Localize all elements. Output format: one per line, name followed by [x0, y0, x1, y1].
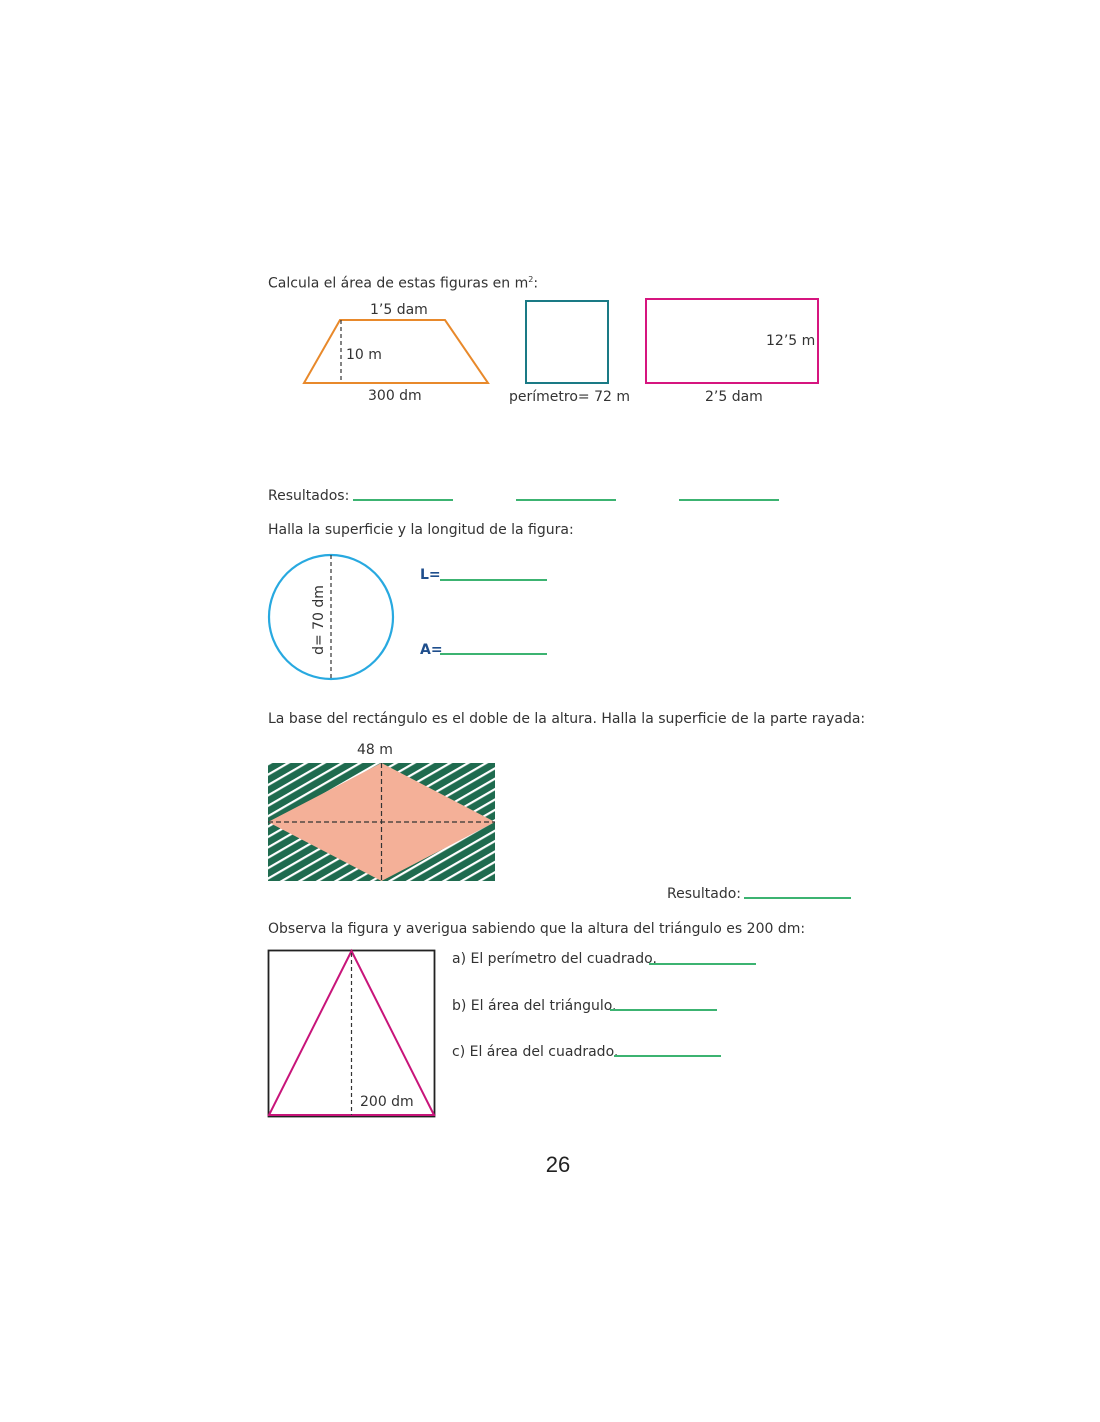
exercise-3-instruction: La base del rectángulo es el doble de la altura. Halla la superficie de la parte rayada:: [268, 711, 866, 727]
circle-figure: [266, 552, 398, 684]
trapezoid-base-label: 300 dm: [368, 388, 422, 404]
exercise-3-result-label: Resultado:: [667, 886, 742, 902]
length-answer-line[interactable]: [440, 579, 547, 581]
square-shape: [526, 301, 608, 383]
answer-line-2[interactable]: [516, 499, 616, 501]
area-answer-line[interactable]: [440, 653, 547, 655]
exercise-4-instruction: Observa la figura y averigua sabiendo que la altura del triángulo es 200 dm:: [268, 921, 806, 937]
trapezoid-top-label: 1’5 dam: [370, 302, 428, 318]
exercise-3-answer-line[interactable]: [744, 897, 851, 899]
squared-superscript: 2: [528, 275, 534, 284]
page-number: 26: [545, 1152, 571, 1177]
rectangle-base-label: 2’5 dam: [705, 389, 763, 405]
exercise-1-instruction-text: Calcula el área de estas figuras en m: [268, 275, 529, 292]
square-figure: [524, 299, 610, 385]
question-a-answer-line[interactable]: [649, 963, 756, 965]
circle-diameter-label: d= 70 dm: [310, 585, 327, 655]
answer-line-1[interactable]: [353, 499, 453, 501]
question-b-answer-line[interactable]: [610, 1009, 717, 1011]
rectangle-height-label: 12’5 m: [766, 333, 816, 349]
trapezoid-shape: [304, 320, 488, 383]
exercise-1-instruction: [268, 271, 538, 293]
hatched-rectangle-figure: [268, 763, 495, 881]
square-triangle-figure: [267, 949, 436, 1118]
answer-line-3[interactable]: [679, 499, 779, 501]
triangle-height-label: 200 dm: [360, 1094, 414, 1110]
hatched-rectangle-top-label: 48 m: [357, 742, 393, 758]
question-c-answer-line[interactable]: [614, 1055, 721, 1057]
question-c: c) El área del cuadrado.: [452, 1044, 619, 1060]
question-a: a) El perímetro del cuadrado.: [452, 951, 657, 967]
question-b: b) El área del triángulo.: [452, 998, 617, 1014]
square-perimeter-label: perímetro= 72 m: [509, 389, 630, 405]
exercise-1-instruction-colon: :: [533, 275, 539, 292]
exercise-2-instruction: Halla la superficie y la longitud de la figura:: [268, 522, 574, 538]
results-label: Resultados:: [268, 488, 350, 504]
trapezoid-figure: [300, 315, 495, 390]
length-label: L=: [420, 567, 441, 583]
area-label: A=: [420, 642, 443, 658]
trapezoid-height-label: 10 m: [346, 347, 382, 363]
